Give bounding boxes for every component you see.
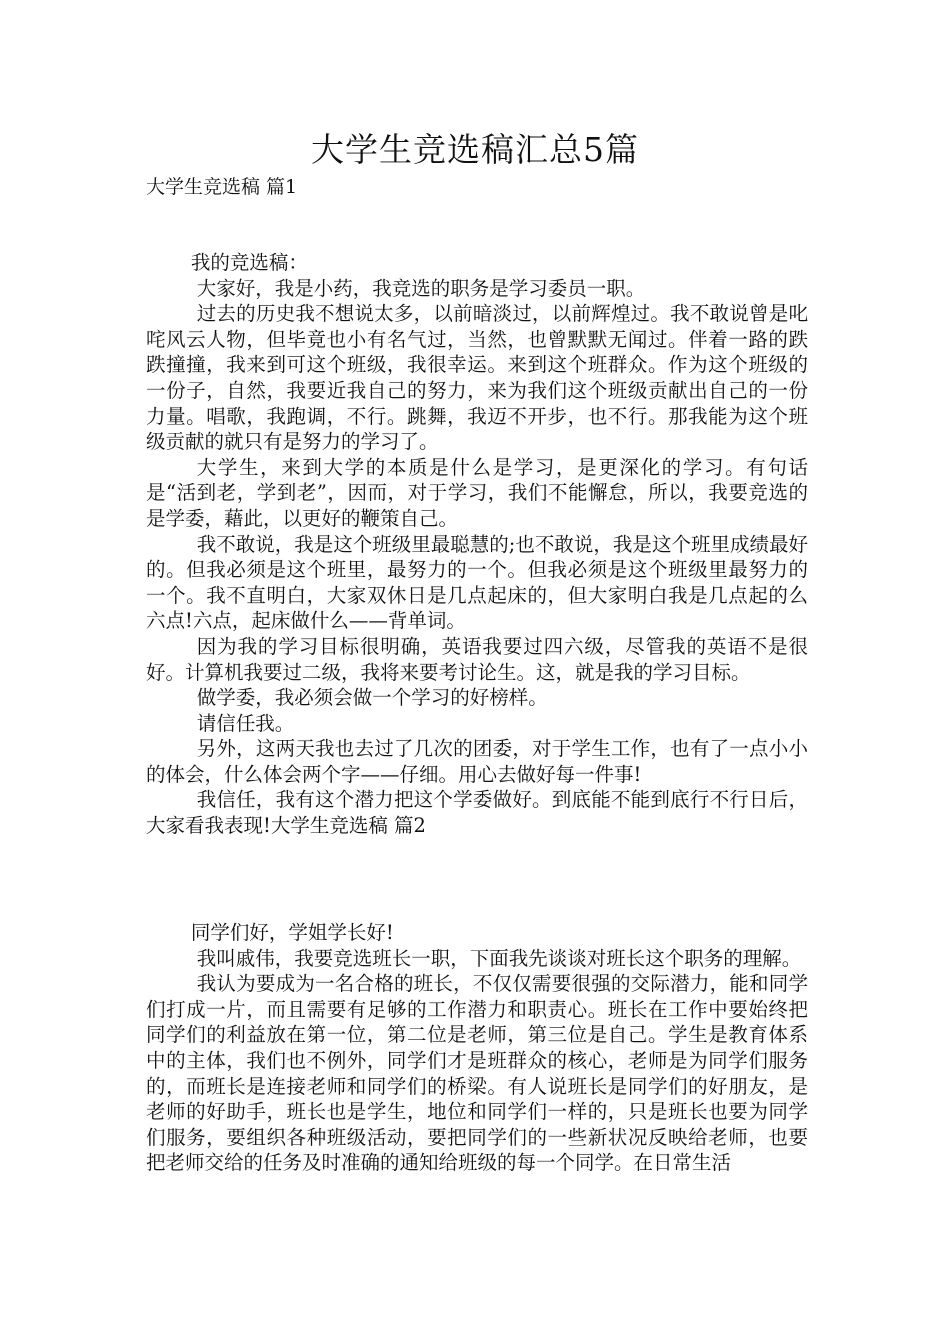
paragraph: 另外，这两天我也去过了几次的团委，对于学生工作，也有了一点小小的体会，什么体会两个字——仔细。用心去做好每一件事! [146,737,808,786]
section-1-body [146,250,808,839]
paragraph: 大学生，来到大学的本质是什么是学习，是更深化的学习。有句话是“活到老，学到老”，因而，对于学习，我们不能懈怠，所以，我要竞选的是学委，藉此，以更好的鞭策自己。 [146,455,808,530]
paragraph: 大家好，我是小药，我竞选的职务是学习委员一职。 [196,276,646,300]
paragraph: 请信任我。 [196,711,295,735]
paragraph: 做学委，我必须会做一个学习的好榜样。 [196,686,548,710]
paragraph: 过去的历史我不想说太多，以前暗淡过，以前辉煌过。我不敢说曾是叱咤风云人物，但毕竟也小有名气过，当然，也曾默默无闻过。伴着一路的跌跌撞撞，我来到可这个班级，我很幸运。来到这个班群众。作为这个班级的一份子，自然，我要近我自己的努力，来为我们这个班级贡献出自己的一份力量。唱歌，我跑调，不行。跳舞，我迈不开步，也不行。那我能为这个班级贡献的就只有是努力的学习了。 [146,302,808,454]
paragraph: 我认为要成为一名合格的班长，不仅仅需要很强的交际潜力，能和同学们打成一片，而且需要有足够的工作潜力和职责心。班长在工作中要始终把同学们的利益放在第一位，第二位是老师，第三位是自己。学生是教育体系中的主体，我们也不例外，同学们才是班群众的核心，老师是为同学们服务的，而班长是连接老师和同学们的桥梁。有人说班长是同学们的好朋友，是老师的好助手，班长也是学生，地位和同学们一样的，只是班长也要为同学们服务，要组织各种班级活动，要把同学们的一些新状况反映给老师，也要把老师交给的任务及时准确的通知给班级的每一个同学。在日常生活 [146,972,808,1175]
salutation-1: 我的竞选稿： [190,251,308,274]
salutation-2: 同学们好，学姐学长好! [190,921,394,944]
section-2-body [146,920,808,1176]
section-heading-1: 大学生竞选稿 篇1 [146,176,298,198]
paragraph: 我不敢说，我是这个班级里最聪慧的;也不敢说，我是这个班里成绩最好的。但我必须是这个班里，最努力的一个。但我必须是这个班级里最努力的一个。我不直明白，大家双休日是几点起床的，但大家明白我是几点起的么六点!六点，起床做什么——背单词。 [146,532,808,633]
paragraph: 因为我的学习目标很明确，英语我要过四六级，尽管我的英语不是很好。计算机我要过二级，我将来要考讨论生。这，就是我的学习目标。 [146,634,808,684]
document-title: 大学生竞选稿汇总5篇 [311,130,639,169]
paragraph: 我信任，我有这个潜力把这个学委做好。到底能不能到底行不行日后，大家看我表现!大学生竞选稿 篇2 [146,788,808,838]
paragraph: 我叫戚伟，我要竞选班长一职，下面我先谈谈对班长这个职务的理解。 [196,946,802,970]
